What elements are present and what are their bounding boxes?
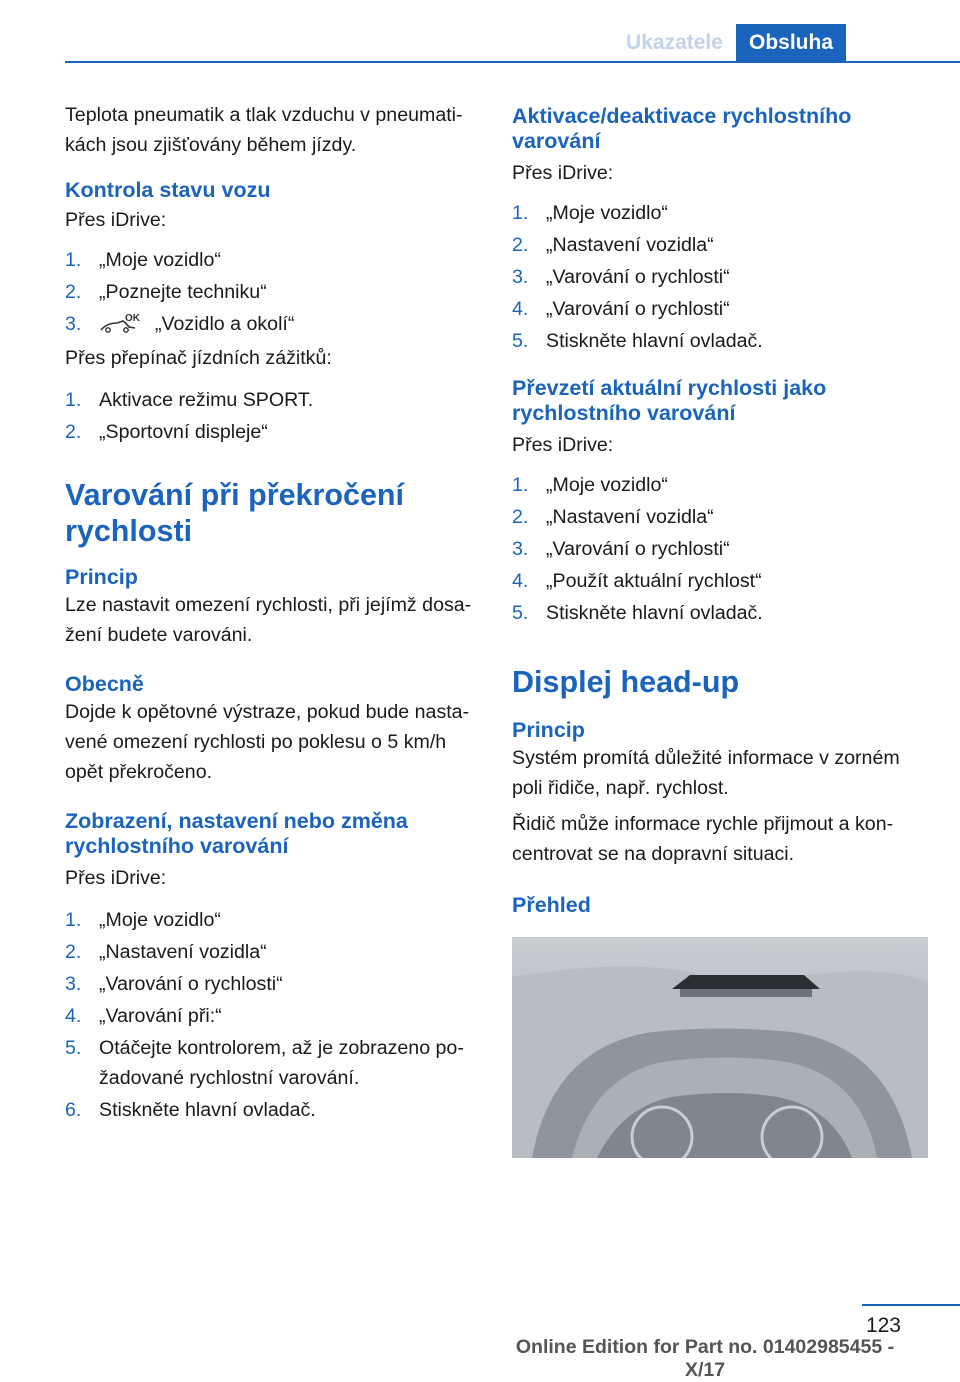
aktivace-steps (512, 198, 932, 356)
obecne-text: Dojde k opětovné výstraze, pokud bude nasta‐ vené omezení rychlosti po poklesu o 5 km/h opět překročeno. (65, 701, 470, 783)
list-item: 1. „Moje vozidlo“ (65, 249, 221, 271)
car-ok-icon (99, 312, 143, 343)
list-item: 1. Aktivace režimu SPORT. (65, 389, 314, 411)
list-item: 5. Stiskněte hlavní ovladač. (512, 330, 763, 352)
page-number: 123 (865, 1314, 901, 1337)
obecne-heading: Obecně (65, 672, 144, 696)
sport-steps (65, 385, 485, 447)
left-column (65, 100, 485, 1127)
kontrola-via: Přes iDrive: (65, 209, 167, 231)
list-item: 4. „Varování o rychlosti“ (512, 298, 730, 320)
list-item: 3. „Varování o rychlosti“ (512, 538, 730, 560)
right-column (512, 100, 932, 918)
prevzeti-steps (512, 470, 932, 628)
aktivace-via: Přes iDrive: (512, 162, 614, 184)
edition-footer: Online Edition for Part no. 01402985455 - X/17 (515, 1336, 895, 1381)
list-item: 2. „Sportovní displeje“ (65, 421, 268, 443)
list-item: 6. Stiskněte hlavní ovladač. (65, 1099, 316, 1121)
list-item: 5. Otáčejte kontrolorem, až je zobrazeno po‐ žadované rychlostní varování. (65, 1037, 464, 1089)
hud-princip-text: Systém promítá důležité informace v zorném poli řidiče, např. rychlost. (512, 747, 900, 799)
list-item: 1. „Moje vozidlo“ (512, 202, 668, 224)
footer-rule (862, 1304, 960, 1306)
varovani-heading: Varování při překročení rychlosti (65, 478, 405, 548)
prevzeti-heading: Převzetí aktuální rychlosti jako rychlostního varování (512, 376, 827, 425)
aktivace-heading: Aktivace/deaktivace rychlostního varování (512, 104, 852, 153)
kontrola-via2: Přes přepínač jízdních zážitků: (65, 347, 332, 369)
intro-text: Teplota pneumatik a tlak vzduchu v pneumati‐ kách jsou zjišťovány během jízdy. (65, 104, 463, 156)
tab-obsluha[interactable]: Obsluha (736, 24, 846, 62)
svg-text:OK: OK (125, 313, 140, 324)
kontrola-heading: Kontrola stavu vozu (65, 178, 271, 202)
list-item: 2. „Nastavení vozidla“ (65, 941, 267, 963)
list-item: 4. „Varování při:“ (65, 1005, 222, 1027)
list-item: 3. OK „Vozidlo a okolí“ (65, 309, 485, 343)
list-item: 3. „Varování o rychlosti“ (65, 973, 283, 995)
prevzeti-via: Přes iDrive: (512, 434, 614, 456)
hud-princip-heading: Princip (512, 718, 585, 742)
list-item: 1. „Moje vozidlo“ (65, 909, 221, 931)
list-item: 2. „Poznejte techniku“ (65, 281, 267, 303)
zobrazeni-via: Přes iDrive: (65, 867, 167, 889)
zobrazeni-heading: Zobrazení, nastavení nebo změna rychlostního varování (65, 809, 408, 858)
tab-ukazatele[interactable]: Ukazatele (626, 31, 723, 54)
zobrazeni-steps (65, 905, 485, 1125)
list-item: 4. „Použít aktuální rychlost“ (512, 570, 762, 592)
header-rule (65, 61, 960, 63)
princip-heading: Princip (65, 565, 138, 589)
hud-heading: Displej head-up (512, 665, 740, 699)
hud-princip-text2: Řidič může informace rychle přijmout a kon‐ centrovat se na dopravní situaci. (512, 813, 894, 865)
prehled-heading: Přehled (512, 893, 591, 917)
hud-dashboard-image (512, 937, 928, 1158)
kontrola-steps (65, 245, 485, 343)
list-item: 1. „Moje vozidlo“ (512, 474, 668, 496)
princip-text: Lze nastavit omezení rychlosti, při jejímž dosa‐ žení budete varováni. (65, 594, 472, 646)
list-item: 2. „Nastavení vozidla“ (512, 234, 714, 256)
list-item: 5. Stiskněte hlavní ovladač. (512, 602, 763, 624)
list-item: 2. „Nastavení vozidla“ (512, 506, 714, 528)
list-item: 3. „Varování o rychlosti“ (512, 266, 730, 288)
